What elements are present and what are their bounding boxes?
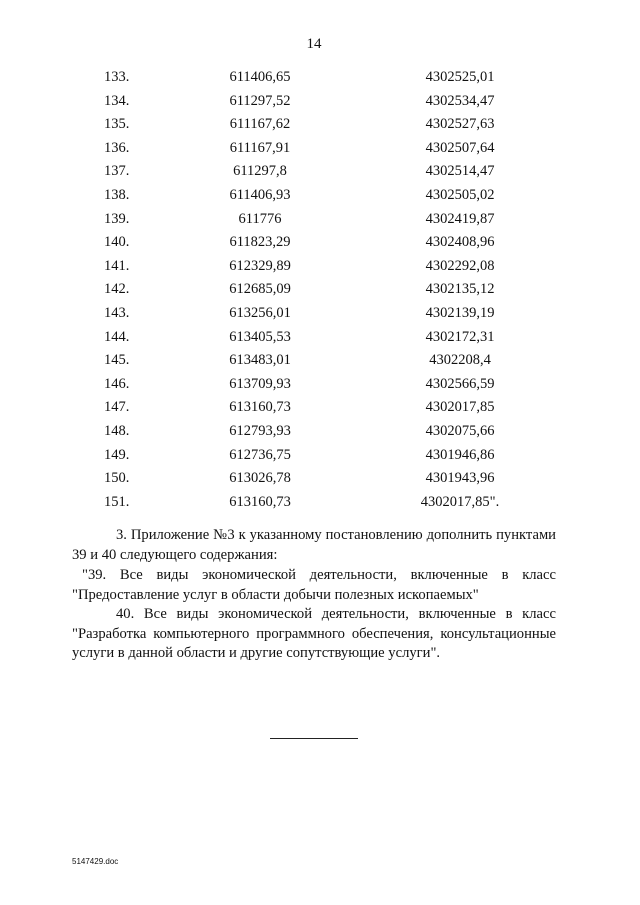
coord-x: 613405,53 — [229, 328, 291, 345]
table-row — [0, 184, 640, 208]
coord-y: 4302527,63 — [425, 116, 495, 133]
coord-x: 611776 — [238, 210, 282, 227]
coord-x: 612685,09 — [229, 281, 291, 298]
coord-y: 4301946,86 — [425, 446, 495, 463]
coord-y: 4302139,19 — [425, 304, 495, 321]
point-number: 138. — [104, 186, 130, 203]
table-row — [0, 160, 640, 184]
coord-x: 612329,89 — [229, 257, 291, 274]
coord-y: 4301943,96 — [425, 470, 495, 487]
coord-x: 613160,73 — [229, 493, 291, 510]
table-row — [0, 90, 640, 114]
coord-x: 613160,73 — [229, 399, 291, 416]
table-row — [0, 208, 640, 232]
coord-x: 611167,62 — [229, 116, 291, 133]
point-number: 145. — [104, 352, 130, 369]
table-row — [0, 255, 640, 279]
coord-y: 4302566,59 — [425, 375, 495, 392]
paragraph-amendment-intro: 3. Приложение №3 к указанному постановлению дополнить пунктами 39 и 40 следующего содержания: — [72, 527, 556, 563]
coord-x: 611167,91 — [229, 139, 291, 156]
point-number: 134. — [104, 92, 130, 109]
point-number: 148. — [104, 422, 130, 439]
table-row — [0, 396, 640, 420]
table-row — [0, 444, 640, 468]
point-number: 142. — [104, 281, 130, 298]
coord-x: 611823,29 — [229, 234, 291, 251]
coord-y: 4302017,85". — [420, 493, 500, 510]
paragraph-item-40: 40. Все виды экономической деятельности, включенные в класс "Разработка компьютерного программного обеспечения, консультационные услуги в данной области и другие сопутствующие услуги". — [72, 606, 556, 661]
coord-x: 611297,8 — [233, 163, 287, 180]
table-row — [0, 113, 640, 137]
point-number: 139. — [104, 210, 130, 227]
point-number: 144. — [104, 328, 130, 345]
coord-y: 4302507,64 — [425, 139, 495, 156]
table-row — [0, 326, 640, 350]
end-divider-line — [270, 738, 358, 739]
coord-y: 4302172,31 — [425, 328, 495, 345]
coord-x: 611406,65 — [229, 69, 291, 85]
coord-y: 4302135,12 — [425, 281, 495, 298]
table-row — [0, 373, 640, 397]
footer-doc-id: 5147429.doc — [72, 857, 119, 866]
point-number: 141. — [104, 257, 130, 274]
coord-y: 4302408,96 — [425, 234, 495, 251]
coord-x: 613256,01 — [229, 304, 291, 321]
coord-y: 4302505,02 — [425, 186, 495, 203]
point-number: 140. — [104, 234, 130, 251]
paragraph-item-39: "39. Все виды экономической деятельности, включенные в класс "Предоставление услуг в области добычи полезных ископаемых" — [72, 567, 556, 603]
coordinates-table — [0, 66, 640, 514]
coord-x: 613026,78 — [229, 470, 291, 487]
coord-y: 4302534,47 — [425, 92, 495, 109]
point-number: 146. — [104, 375, 130, 392]
coord-y: 4302017,85 — [425, 399, 495, 416]
coord-y: 4302075,66 — [425, 422, 495, 439]
coord-y: 4302514,47 — [425, 163, 495, 180]
table-row — [0, 137, 640, 161]
coord-y: 4302419,87 — [425, 210, 495, 227]
coord-x: 612793,93 — [229, 422, 291, 439]
table-row — [0, 467, 640, 491]
point-number: 150. — [104, 470, 130, 487]
coord-x: 613483,01 — [229, 352, 291, 369]
page-number: 14 — [306, 36, 322, 52]
coord-x: 613709,93 — [229, 375, 291, 392]
point-number: 137. — [104, 163, 130, 180]
table-row — [0, 349, 640, 373]
table-row — [0, 420, 640, 444]
point-number: 149. — [104, 446, 130, 463]
table-row — [0, 231, 640, 255]
point-number: 147. — [104, 399, 130, 416]
table-row — [0, 66, 640, 90]
coord-x: 611406,93 — [229, 186, 291, 203]
table-row — [0, 491, 640, 515]
point-number: 143. — [104, 304, 130, 321]
point-number: 151. — [104, 493, 130, 510]
table-row — [0, 278, 640, 302]
coord-y: 4302525,01 — [425, 69, 495, 85]
point-number: 133. — [104, 69, 130, 85]
point-number: 136. — [104, 139, 130, 156]
point-number: 135. — [104, 116, 130, 133]
coord-y: 4302292,08 — [425, 257, 495, 274]
table-row — [0, 302, 640, 326]
coord-y: 4302208,4 — [429, 352, 491, 369]
coord-x: 611297,52 — [229, 92, 291, 109]
coord-x: 612736,75 — [229, 446, 291, 463]
